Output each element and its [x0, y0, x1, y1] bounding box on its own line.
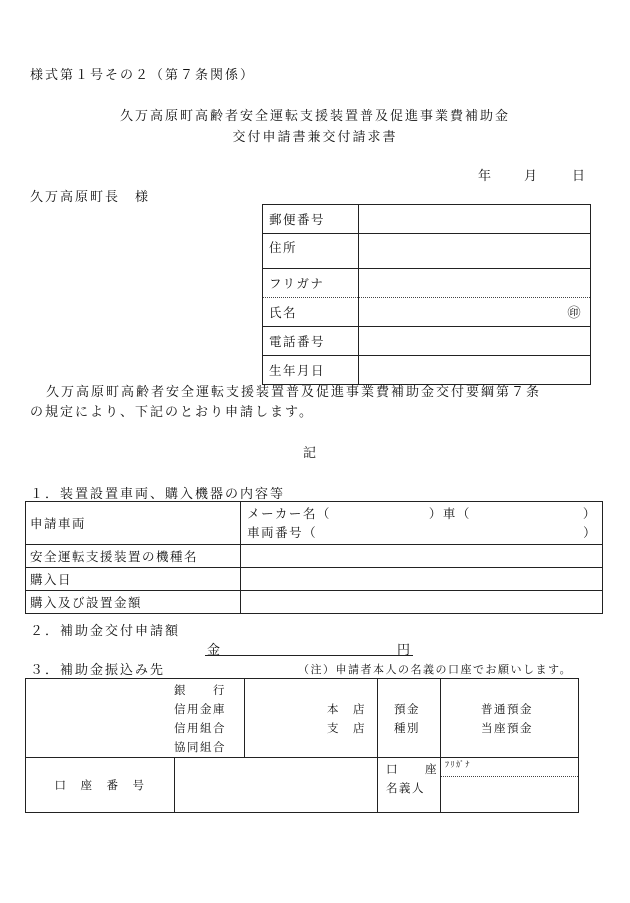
inst-type-shinkin: 信用金庫	[174, 702, 226, 716]
form-number: 様式第１号その２（第７条関係）	[30, 68, 256, 83]
device-model-field[interactable]	[241, 545, 603, 568]
birthdate-label: 生年月日	[263, 356, 359, 385]
form-title-line1: 久万高原町高齢者安全運転支援装置普及促進事業費補助金	[119, 109, 510, 124]
postal-code-label: 郵便番号	[263, 205, 359, 234]
seal-mark: ㊞	[567, 306, 582, 321]
yen-label: 円	[397, 643, 413, 658]
address-field[interactable]	[358, 234, 590, 269]
branch-type-main: 本 店	[327, 702, 366, 716]
address-label: 住所	[263, 234, 359, 269]
purchase-amount-field[interactable]	[241, 591, 603, 614]
holder-label-2: 名義人	[386, 781, 425, 795]
date-month: 月	[524, 169, 540, 184]
branch-name-field[interactable]	[245, 679, 378, 758]
bank-name-field[interactable]	[26, 679, 245, 758]
holder-label-cell	[378, 758, 441, 813]
purchase-amount-label: 購入及び設置金額	[26, 591, 241, 614]
deposit-label: 預金	[394, 702, 420, 716]
holder-name-field[interactable]	[441, 758, 579, 813]
applicant-table	[262, 204, 591, 385]
phone-label: 電話番号	[263, 327, 359, 356]
form-title-line2: 交付申請書兼交付請求書	[232, 130, 398, 145]
furigana-label: フリガナ	[263, 269, 359, 298]
vehicle-field[interactable]	[241, 502, 603, 545]
kin-label: 金	[207, 643, 223, 658]
inst-type-kyodo: 協同組合	[174, 740, 226, 754]
deposit-type-label-cell	[378, 679, 441, 758]
plate-line: 車両番号（ ）	[247, 525, 598, 540]
section3-heading: ３．補助金振込み先	[30, 663, 166, 678]
purchase-date-field[interactable]	[241, 568, 603, 591]
account-number-field[interactable]	[175, 758, 378, 813]
phone-field[interactable]	[358, 327, 590, 356]
section1-heading: １．装置設置車両、購入機器の内容等	[30, 487, 286, 502]
device-model-label: 安全運転支援装置の機種名	[26, 545, 241, 568]
body-text-line1: 久万高原町高齢者安全運転支援装置普及促進事業費補助金交付要綱第７条	[46, 385, 542, 400]
ki-mark: 記	[303, 446, 319, 461]
deposit-type-checking: 当座預金	[481, 721, 533, 735]
vehicle-label: 申請車両	[26, 502, 241, 545]
inst-type-bank: 銀 行	[174, 683, 226, 697]
furigana-field[interactable]	[358, 269, 590, 298]
amount-underline[interactable]	[205, 655, 413, 656]
maker-line: メーカー名（ ）車（ ）	[247, 506, 597, 521]
deposit-type-field[interactable]	[441, 679, 579, 758]
date-year: 年	[478, 169, 494, 184]
purchase-date-label: 購入日	[26, 568, 241, 591]
holder-furigana: ﾌﾘｶﾞﾅ	[441, 758, 578, 777]
name-field[interactable]	[358, 298, 590, 327]
account-number-label: 口 座 番 号	[26, 758, 175, 813]
account-note: （注）申請者本人の名義の口座でお願いします。	[298, 663, 573, 676]
branch-type-sub: 支 店	[327, 721, 366, 735]
section2-heading: ２．補助金交付申請額	[30, 624, 181, 639]
date-day: 日	[572, 169, 588, 184]
type-label: 種別	[394, 721, 420, 735]
addressee: 久万高原町長 様	[30, 190, 151, 205]
deposit-type-ordinary: 普通預金	[481, 702, 533, 716]
name-label: 氏名	[263, 298, 359, 327]
holder-label-1: 口 座	[386, 762, 438, 776]
vehicle-table	[25, 501, 603, 614]
bank-table	[25, 678, 579, 813]
postal-code-field[interactable]	[358, 205, 590, 234]
inst-type-shinkumi: 信用組合	[174, 721, 226, 735]
body-text-line2: の規定により、下記のとおり申請します。	[30, 405, 314, 420]
